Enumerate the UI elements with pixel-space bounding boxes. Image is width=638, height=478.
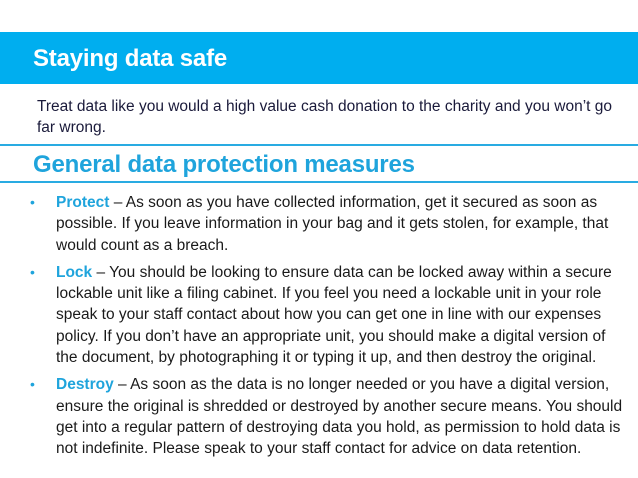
item-text: – As soon as the data is no longer needed or you have a digital version, ensure the original is shredded or destroyed by another secure means. You should get into a regular pattern of destroying data you hold, as permission to hold data is not indefinite. Please speak to your staff contact for advice on data retention. (56, 376, 623, 458)
keyword-protect: Protect (56, 194, 110, 211)
measures-list (28, 192, 628, 466)
item-text: – You should be looking to ensure data can be locked away within a secure lockable unit like a filing cabinet. If you feel you need a lockable unit in your role speak to your staff contact about how you can get one in line with our expenses policy. If you don’t have an appropriate unit, you should make a digital version of the document, by photographing it or typing it up, and then destroy the original. (56, 263, 612, 367)
bullet-icon: • (30, 194, 35, 210)
bullet-icon: • (30, 263, 35, 280)
keyword-destroy: Destroy (56, 376, 114, 394)
divider-top (0, 144, 638, 146)
section-title: General data protection measures (33, 151, 415, 178)
keyword-lock: Lock (56, 263, 93, 281)
slide-title: Staying data safe (33, 45, 228, 72)
list-item-lock (28, 262, 628, 368)
list-item-protect (28, 192, 628, 256)
divider-bottom (0, 181, 638, 183)
intro-text: Treat data like you would a high value cash donation to the charity and you won’t go far wrong. (37, 98, 613, 136)
item-text: – As soon as you have collected information, get it secured as soon as possible. If you leave information in your bag and it gets stolen, for example, that would count as a breach. (56, 194, 609, 254)
list-item-destroy (28, 374, 628, 459)
bullet-icon: • (30, 376, 35, 393)
